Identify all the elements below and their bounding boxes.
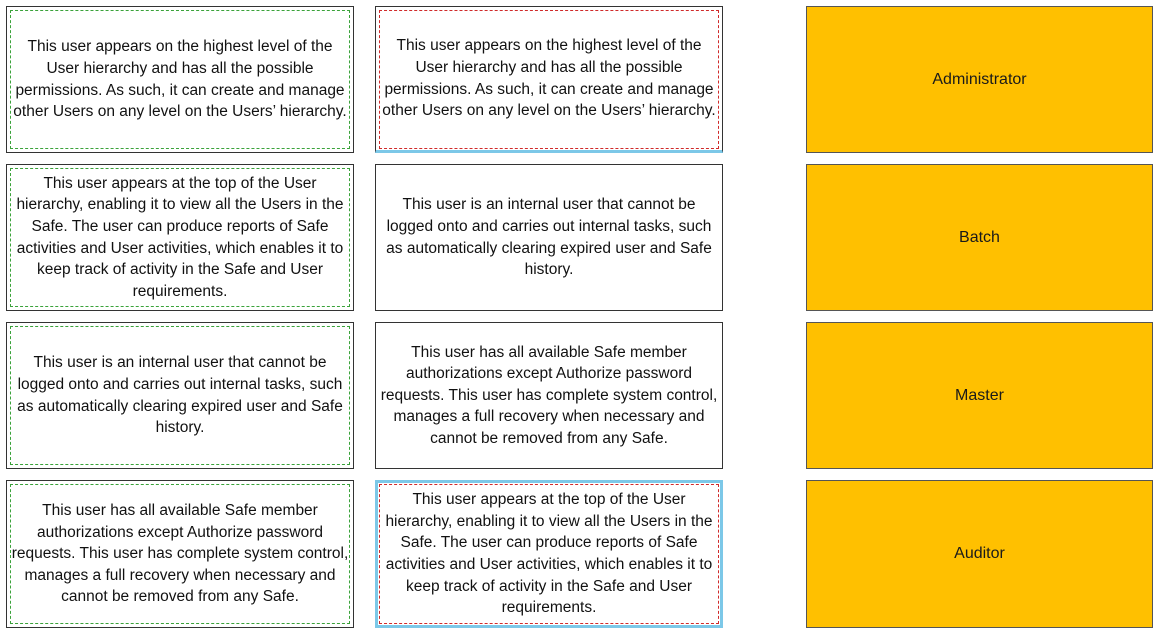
- role-batch: [806, 164, 1153, 311]
- answer-slot-administrator[interactable]: [375, 6, 723, 153]
- source-description-1[interactable]: [6, 6, 354, 153]
- role-auditor: [806, 480, 1153, 628]
- role-label: Auditor: [954, 545, 1005, 562]
- placed-description-text: This user appears on the highest level of the User hierarchy and has all the possible permissions. As such, it can create and manage other Users on any level on the Users’ hierarchy.: [382, 37, 716, 120]
- role-label: Master: [955, 386, 1004, 404]
- answer-slot-master[interactable]: [375, 322, 723, 469]
- source-description-2[interactable]: [6, 164, 354, 311]
- description-text: This user has all available Safe member authorizations except Authorize password requests. This user has complete system control, manages a full recovery when necessary and cannot be removed from any Safe.: [11, 502, 349, 606]
- source-description-4[interactable]: [6, 480, 354, 628]
- description-text: This user is an internal user that cannot be logged onto and carries out internal tasks, such as automatically clearing expired user and Safe history.: [17, 354, 343, 437]
- role-label: Administrator: [932, 70, 1027, 88]
- role-label: Batch: [959, 228, 1000, 246]
- description-text: This user appears at the top of the User hierarchy, enabling it to view all the Users in the Safe. The user can produce reports of Safe activities and User activities, which enables it to keep track of activity in the Safe and User requirements.: [16, 174, 344, 300]
- role-administrator: [806, 6, 1153, 153]
- description-text: This user appears on the highest level of the User hierarchy and has all the possible permissions. As such, it can create and manage other Users on any level on the Users’ hierarchy.: [13, 38, 347, 121]
- source-description-3[interactable]: [6, 322, 354, 469]
- answer-slot-batch[interactable]: [375, 164, 723, 311]
- placed-description-text: This user appears at the top of the User hierarchy, enabling it to view all the Users in the Safe. The user can produce reports of Safe activities and User activities, which enables it to keep track of activity in the Safe and User requirements.: [385, 491, 713, 617]
- role-master: [806, 322, 1153, 469]
- placed-description-text: This user has all available Safe member authorizations except Authorize password requests. This user has complete system control, manages a full recovery when necessary and cannot be removed from any Safe.: [380, 343, 718, 447]
- placed-description-text: This user is an internal user that cannot be logged onto and carries out internal tasks, such as automatically clearing expired user and Safe history.: [386, 196, 712, 279]
- answer-slot-auditor[interactable]: [375, 480, 723, 628]
